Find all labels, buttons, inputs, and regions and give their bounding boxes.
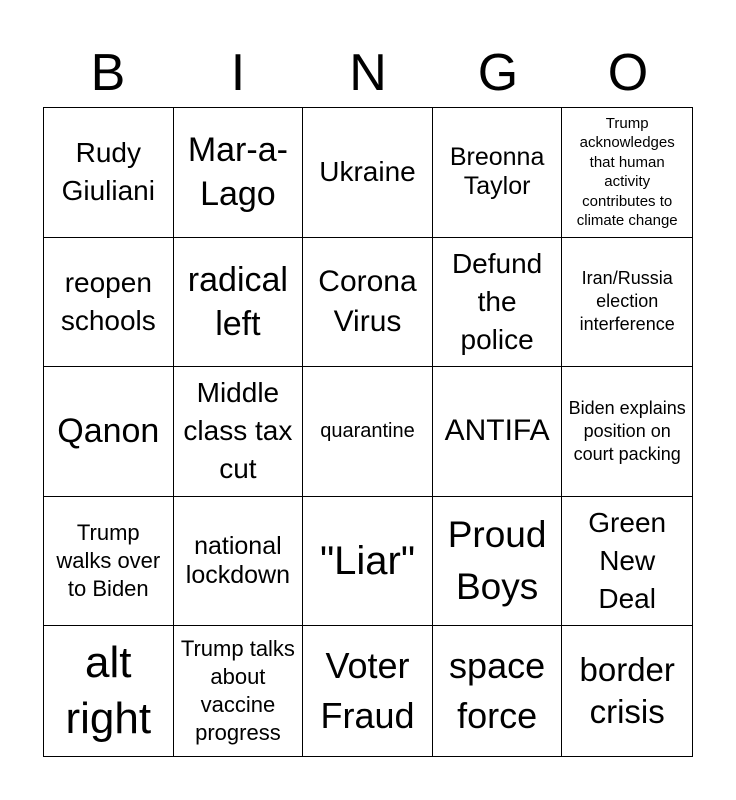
bingo-cell[interactable] xyxy=(44,626,174,756)
cell-text: Defund the police xyxy=(451,247,543,355)
bingo-cell[interactable] xyxy=(174,367,304,497)
cell-text: border crisis xyxy=(579,651,675,731)
header-letter-n: N xyxy=(349,44,387,102)
cell-text: alt right xyxy=(65,638,152,744)
bingo-cell[interactable] xyxy=(433,626,563,756)
header-letter-g: G xyxy=(477,44,519,102)
bingo-board xyxy=(43,107,693,757)
cell-text: quarantine xyxy=(320,420,415,443)
bingo-cell[interactable] xyxy=(303,367,433,497)
bingo-cell[interactable] xyxy=(44,238,174,368)
bingo-cell[interactable] xyxy=(44,108,174,238)
bingo-cell[interactable] xyxy=(303,108,433,238)
bingo-cell[interactable] xyxy=(174,108,304,238)
bingo-cell[interactable] xyxy=(433,108,563,238)
bingo-cell[interactable] xyxy=(303,626,433,756)
cell-text: Green New Deal xyxy=(588,507,667,615)
cell-text: space force xyxy=(449,645,546,737)
cell-text: Trump talks about vaccine progress xyxy=(180,636,295,746)
header-letter-i: I xyxy=(230,44,246,102)
cell-text: ANTIFA xyxy=(444,414,550,448)
bingo-cell[interactable] xyxy=(174,626,304,756)
bingo-cell[interactable] xyxy=(303,238,433,368)
bingo-cell[interactable] xyxy=(562,626,692,756)
cell-text: Qanon xyxy=(57,412,160,451)
bingo-cell[interactable] xyxy=(44,367,174,497)
bingo-cell[interactable] xyxy=(433,367,563,497)
header-letter-b: B xyxy=(90,44,126,102)
bingo-cell[interactable] xyxy=(433,238,563,368)
cell-text: reopen schools xyxy=(60,266,156,336)
cell-text: Proud Boys xyxy=(447,514,547,608)
cell-text: Voter Fraud xyxy=(320,645,415,737)
cell-text: radical left xyxy=(187,260,288,343)
bingo-cell[interactable] xyxy=(562,367,692,497)
cell-text: national lockdown xyxy=(185,532,290,590)
bingo-cell[interactable] xyxy=(433,497,563,627)
bingo-cell[interactable] xyxy=(562,238,692,368)
cell-text: "Liar" xyxy=(319,538,416,583)
cell-text: Ukraine xyxy=(319,156,416,188)
bingo-cell[interactable] xyxy=(174,238,304,368)
cell-text: Iran/Russia election interference xyxy=(579,268,675,335)
bingo-cell[interactable] xyxy=(562,497,692,627)
cell-text: Mar-a-Lago xyxy=(187,131,288,214)
cell-text: Corona Virus xyxy=(318,264,417,338)
bingo-cell[interactable] xyxy=(44,497,174,627)
bingo-cell[interactable] xyxy=(562,108,692,238)
cell-text: Trump acknowledges that human activity contributes to climate change xyxy=(576,114,678,230)
bingo-cell[interactable] xyxy=(174,497,304,627)
cell-text: Middle class tax cut xyxy=(183,377,293,485)
bingo-cell[interactable] xyxy=(303,497,433,627)
cell-text: Trump walks over to Biden xyxy=(56,520,161,602)
cell-text: Biden explains position on court packing xyxy=(568,397,686,464)
header-letter-o: O xyxy=(607,44,649,102)
cell-text: Rudy Giuliani xyxy=(61,137,155,207)
cell-text: Breonna Taylor xyxy=(449,143,545,201)
bingo-header xyxy=(43,40,693,106)
